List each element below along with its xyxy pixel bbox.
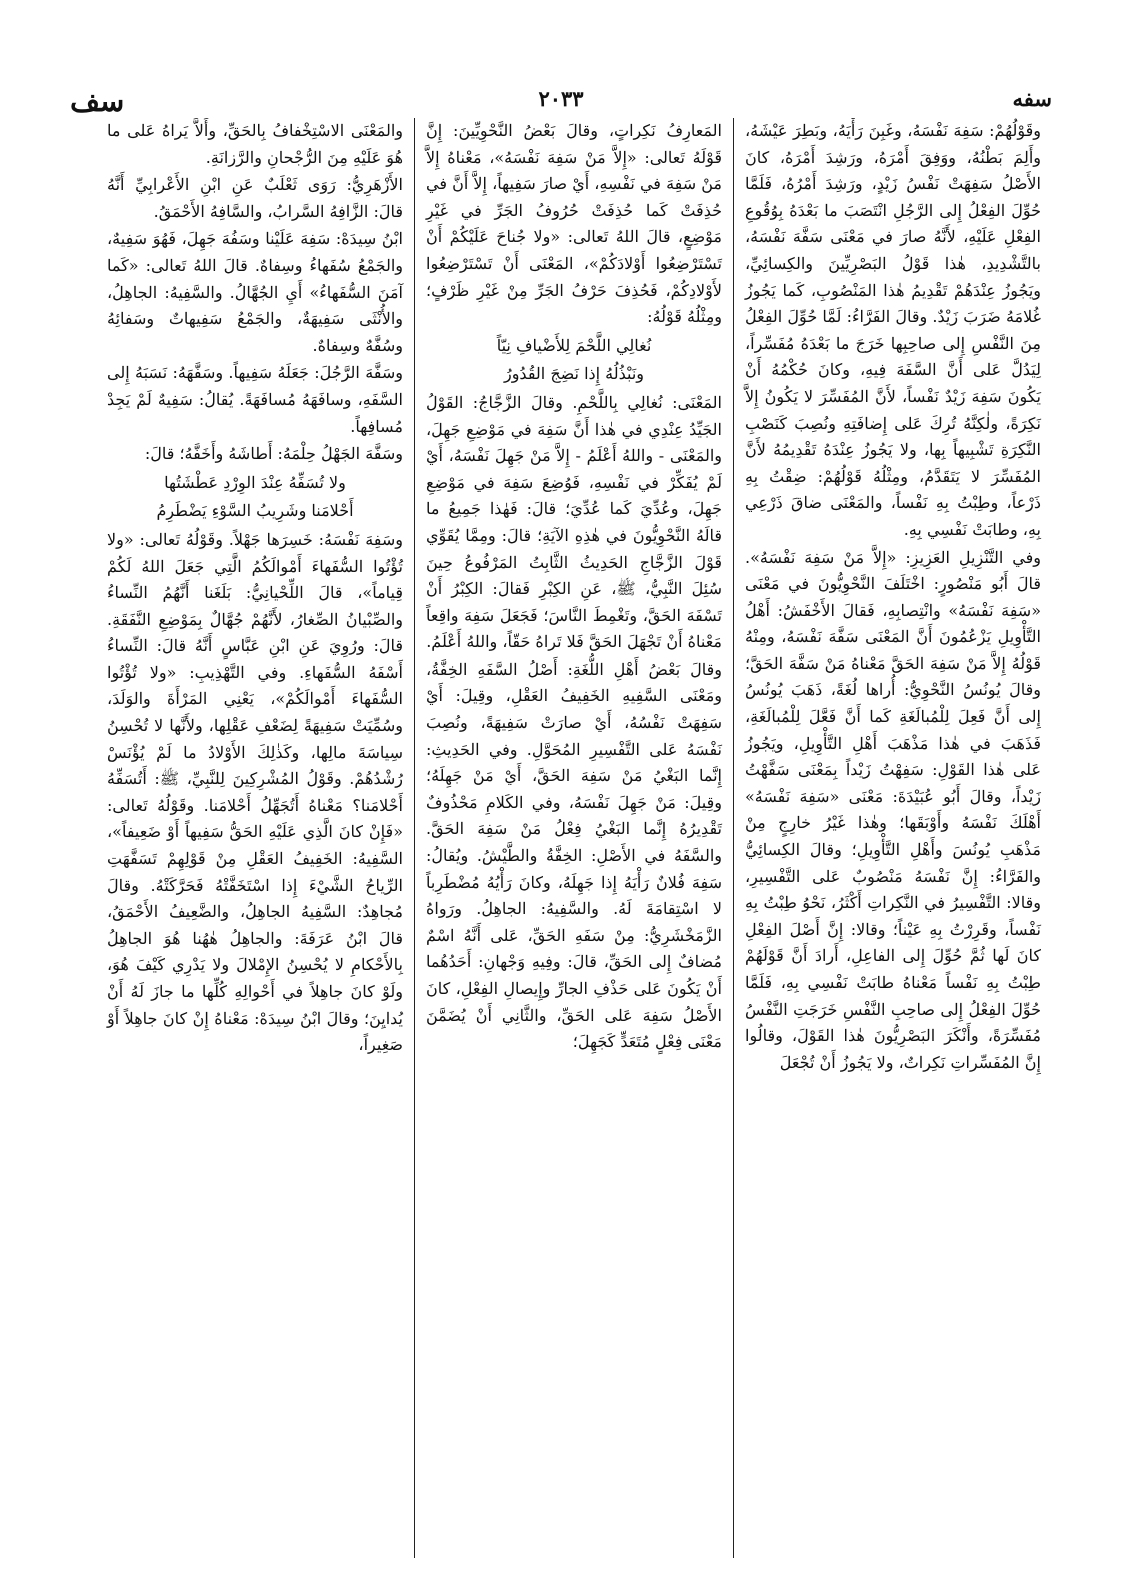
paragraph: والمَعْنَى الاسْتِخْفافُ بِالحَقِّ، وأَلاَّ يَراهُ عَلى ما هُوَ عَلَيْهِ مِنَ الرُّجْحانِ والرَّزانَةِ. [107,121,403,167]
paragraph: وسَفِهَ نَفْسَهُ: خَسِرَها جَهْلاً. وقَوْلُهُ تَعالى: «ولا تُؤْتُوا السُّفَهاءَ أَمْوالَكُمُ الَّتِي جَعَلَ اللهُ لَكُمْ قِياماً»، قالَ اللِّحْيانِيُّ: بَلَغَنا أَنَّهُمُ النِّساءُ والصِّبْيانُ الصِّغارُ، لأَنَّهُمْ جُهَّالٌ بِمَوْضِعِ النَّفَقَةِ. قالَ: ورُوِيَ عَنِ ابْنِ عَبَّاسٍ أَنَّهُ قالَ: النِّساءُ أَسْفَهُ السُّفَهاءِ. وفي التَّهْذِيبِ: «ولا تُؤْتُوا السُّفَهاءَ أَمْوالَكُمْ»، يَعْنِي المَرْأَةَ والوَلَدَ، وسُمِّيَتْ سَفِيهَةً لِضَعْفِ عَقْلِها، ولأَنَّها لا تُحْسِنُ سِياسَةَ مالِها، وكَذٰلِكَ الأَوْلادُ ما لَمْ يُؤْنَسْ رُشْدُهُمْ. وقَوْلُ المُشْرِكِينَ لِلنَّبِيِّ، ﷺ: أَتُسَفِّهُ أَحْلامَنا؟ مَعْناهُ أَتُجَهِّلُ أَحْلامَنا. وقَوْلُهُ تَعالى: «فَإِنْ كانَ الَّذِي عَلَيْهِ الحَقُّ سَفِيهاً أَوْ ضَعِيفاً»، السَّفِيهُ: الخَفِيفُ العَقْلِ مِنْ قَوْلِهِمْ تَسَفَّهَتِ الرِّياحُ الشَّيْءَ إِذا اسْتَخَفَّتْهُ فَحَرَّكَتْهُ. وقالَ مُجاهِدٌ: السَّفِيهُ الجاهِلُ، والضَّعِيفُ الأَحْمَقُ، قالَ ابْنُ عَرَفَةَ: والجاهِلُ هٰهُنا هُوَ الجاهِلُ بِالأَحْكامِ لا يُحْسِنُ الإِمْلالَ ولا يَدْرِي كَيْفَ هُوَ، ولَوْ كانَ جاهِلاً في أَحْوالِهِ كُلِّها ما جازَ لَهُ أَنْ يُدايِنَ؛ وقالَ ابْنُ سِيدَهْ: مَعْناهُ إِنْ كانَ جاهِلاً أَوْ صَغِيراً، [107,529,403,1055]
paragraph: وقَوْلُهُمْ: سَفِهَ نَفْسَهُ، وغَبِنَ رَأْيَهُ، وبَطِرَ عَيْشَهُ، وأَلِمَ بَطْنُهُ، ووَفِقَ أَمْرَهُ، ورَشِدَ أَمْرَهُ، كانَ الأَصْلُ سَفِهَتْ نَفْسُ زَيْدٍ، ورَشِدَ أَمْرُهُ، فَلَمَّا حُوِّلَ الفِعْلُ إِلى الرَّجُلِ انْتَصَبَ ما بَعْدَهُ بِوُقُوعِ الفِعْلِ عَلَيْهِ، لأَنَّهُ صارَ في مَعْنَى سَفَّهَ نَفْسَهُ، بالتَّشْدِيدِ، هٰذا قَوْلُ البَصْرِيِّينَ والكِسائِيِّ، ويَجُوزُ عِنْدَهُمْ تَقْدِيمُ هٰذا المَنْصُوبِ، كَما يَجُوزُ غُلامَهُ ضَرَبَ زَيْدٌ. وقالَ الفَرَّاءُ: لَمَّا حُوِّلَ الفِعْلُ مِنَ النَّفْسِ إِلى صاحِبِها خَرَجَ ما بَعْدَهُ مُفَسِّراً، لِيَدُلَّ عَلى أَنَّ السَّفَهَ فِيهِ، وكانَ حُكْمُهُ أَنْ يَكُونَ سَفِهَ زَيْدٌ نَفْساً، لأَنَّ المُفَسِّرَ لا يَكُونُ إِلاَّ نَكِرَةً، ولٰكِنَّهُ تُرِكَ عَلى إِضافَتِهِ ونُصِبَ كَنَصْبِ النَّكِرَةِ تَشْبِيهاً بِها، ولا يَجُوزُ عِنْدَهُ تَقْدِيمُهُ لأَنَّ المُفَسِّرَ لا يَتَقَدَّمُ، ومِثْلُهُ قَوْلُهُمْ: ضِقْتُ بِهِ ذَرْعاً، وطِبْتُ بِهِ نَفْساً، والمَعْنَى ضاقَ ذَرْعِي بِهِ، وطابَتْ نَفْسِي بِهِ. [745,121,1041,539]
header-next-root: سف [70,84,125,118]
column-divider [733,118,734,1558]
paragraph: الأَزْهَرِيُّ: رَوَى ثَعْلَبٌ عَنِ ابْنِ الأَعْرابِيِّ أَنَّهُ قالَ: الزَّافِهُ السَّرابُ، والسَّافِهُ الأَحْمَقُ. [107,175,403,221]
paragraph: وسَفَّهَ الجَهْلُ حِلْمَهُ: أَطاشَهُ وأَخَفَّهُ؛ قالَ: [144,444,403,464]
paragraph: المَعارِفُ نَكِراتٍ، وقالَ بَعْضُ النَّحْوِيِّينَ: إِنَّ قَوْلَهُ تَعالى: «إِلاَّ مَنْ سَفِهَ نَفْسَهُ»، مَعْناهُ إِلاَّ مَنْ سَفِهَ في نَفْسِهِ، أَيْ صارَ سَفِيهاً، إِلاَّ أَنَّ في حُذِفَتْ كَما حُذِفَتْ حُرُوفُ الجَرِّ في غَيْرِ مَوْضِعٍ، قالَ اللهُ تَعالى: «ولا جُناحَ عَلَيْكُمْ أَنْ تَسْتَرْضِعُوا أَوْلادَكُمْ»، المَعْنَى أَنْ تَسْتَرْضِعُوا لأَوْلادِكُمْ، فَحُذِفَ حَرْفُ الجَرِّ مِنْ غَيْرِ ظَرْفٍ؛ ومِثْلُهُ قَوْلُهُ: [426,121,722,327]
paragraph: ابْنُ سِيدَهْ: سَفِهَ عَلَيْنا وسَفُهَ جَهِلَ، فَهُوَ سَفِيهٌ، والجَمْعُ سُفَهاءُ وسِفاهٌ. قالَ اللهُ تَعالى: «كَما آمَنَ السُّفَهاءُ» أَيِ الجُهَّالُ. والسَّفِيهُ: الجاهِلُ، والأُنْثَى سَفِيهَةٌ، والجَمْعُ سَفِيهاتٌ وسَفائِهُ وسُفَّهٌ وسِفاهٌ. [107,229,403,355]
column-left [98,118,412,1558]
page-number: ٢٠٣٣ [538,86,584,111]
verse-line: ونَبْذُلُهُ إِذا نَضِجَ القُدُورُ [503,364,645,384]
header-root-word: سفه [1012,86,1052,111]
verse-line: ولا تُسَفِّهُ عِنْدَ الوِرْدِ عَطْشَتُها [164,472,346,492]
column-divider [414,118,415,1558]
column-right [736,118,1050,1558]
three-column-body [74,118,1050,1558]
paragraph: وقالَ بَعْضُ أَهْلِ اللُّغَةِ: أَصْلُ السَّفَهِ الخِفَّةُ، ومَعْنَى السَّفِيهِ الخَفِيفُ العَقْلِ، وقِيلَ: أَيْ سَفِهَتْ نَفْسُهُ، أَيْ صارَتْ سَفِيهَةً، ونُصِبَ نَفْسَهُ عَلى التَّفْسِيرِ المُحَوَّلِ. وفي الحَدِيثِ: إِنَّما البَغْيُ مَنْ سَفِهَ الحَقَّ، أَيْ مَنْ جَهِلَهُ؛ وقِيلَ: مَنْ جَهِلَ نَفْسَهُ، وفي الكَلامِ مَحْذُوفٌ تَقْدِيرُهُ إِنَّما البَغْيُ فِعْلُ مَنْ سَفِهَ الحَقَّ. والسَّفَهُ في الأَصْلِ: الخِفَّةُ والطَّيْشُ. ويُقالُ: سَفِهَ فُلانٌ رَأْيَهُ إِذا جَهِلَهُ، وكانَ رَأْيُهُ مُضْطَرِباً لا اسْتِقامَةَ لَهُ. والسَّفِيهُ: الجاهِلُ. ورَواهُ الزَّمَخْشَرِيُّ: مِنْ سَفَهِ الحَقِّ، عَلى أَنَّهُ اسْمٌ مُضافٌ إِلى الحَقِّ، قالَ: وفِيهِ وَجْهانِ: أَحَدُهُما أَنْ يَكُونَ عَلى حَذْفِ الجارِّ وإِيصالِ الفِعْلِ، كانَ الأَصْلُ سَفِهَ عَلى الحَقِّ، والثَّانِي أَنْ يُضَمَّنَ مَعْنَى فِعْلٍ مُتَعَدٍّ كَجَهِلَ؛ [426,659,722,1052]
paragraph: المَعْنَى: نُغالِي بِاللَّحْمِ. وقالَ الزَّجَّاجُ: القَوْلُ الجَيِّدُ عِنْدِي في هٰذا أَنَّ سَفِهَ في مَوْضِعِ جَهِلَ، والمَعْنَى - واللهُ أَعْلَمُ - إِلاَّ مَنْ جَهِلَ نَفْسَهُ، أَيْ لَمْ يُفَكِّرْ في نَفْسِهِ، فَوُضِعَ سَفِهَ في مَوْضِعِ جَهِلَ، وعُدِّيَ كَما عُدِّيَ؛ قالَ: فَهٰذا جَمِيعُ ما قالَهُ النَّحْوِيُّونَ في هٰذِهِ الآيَةِ؛ قالَ: ومِمَّا يُقَوِّي قَوْلَ الزَّجَّاجِ الحَدِيثُ الثَّابِتُ المَرْفُوعُ حِينَ سُئِلَ النَّبِيُّ، ﷺ، عَنِ الكِبْرِ فَقالَ: الكِبْرُ أَنْ تَسْفَهَ الحَقَّ، وتَغْمِطَ النَّاسَ؛ فَجَعَلَ سَفِهَ واقِعاً مَعْناهُ أَنْ تَجْهَلَ الحَقَّ فَلا تَراهُ حَقّاً، واللهُ أَعْلَمُ. [426,392,722,652]
paragraph: وفي التَّنْزِيلِ العَزِيزِ: «إِلاَّ مَنْ سَفِهَ نَفْسَهُ». قالَ أَبُو مَنْصُورٍ: اخْتَلَفَ النَّحْوِيُّونَ في مَعْنَى «سَفِهَ نَفْسَهُ» وانْتِصابِهِ، فَقالَ الأَخْفَشُ: أَهْلُ التَّأْوِيلِ يَزْعُمُونَ أَنَّ المَعْنَى سَفَّهَ نَفْسَهُ، ومِنْهُ قَوْلُهُ إِلاَّ مَنْ سَفِهَ الحَقَّ مَعْناهُ مَنْ سَفَّهَ الحَقَّ؛ وقالَ يُونُسُ النَّحْوِيُّ: أُراها لُغَةً، ذَهَبَ يُونُسُ إِلى أَنَّ فَعِلَ لِلْمُبالَغَةِ كَما أَنَّ فَعَّلَ لِلْمُبالَغَةِ، فَذَهَبَ في هٰذا مَذْهَبَ أَهْلِ التَّأْوِيلِ، ويَجُوزُ عَلى هٰذا القَوْلِ: سَفِهْتُ زَيْداً بِمَعْنَى سَفَّهْتُ زَيْداً، وقالَ أَبُو عُبَيْدَةَ: مَعْنَى «سَفِهَ نَفْسَهُ» أَهْلَكَ نَفْسَهُ وأَوْبَقَها؛ وهٰذا غَيْرُ خارِجٍ مِنْ مَذْهَبِ يُونُسَ وأَهْلِ التَّأْوِيلِ؛ وقالَ الكِسائِيُّ والفَرَّاءُ: إِنَّ نَفْسَهُ مَنْصُوبٌ عَلى التَّفْسِيرِ، وقالا: التَّفْسِيرُ في النَّكِراتِ أَكْثَرُ، نَحْوُ طِبْتُ بِهِ نَفْساً، وقَرِرْتُ بِهِ عَيْناً؛ وقالا: إِنَّ أَصْلَ الفِعْلِ كانَ لَها ثُمَّ حُوِّلَ إِلى الفاعِلِ، أَرادَ أَنَّ قَوْلَهُمْ طِبْتُ بِهِ نَفْساً مَعْناهُ طابَتْ نَفْسِي بِهِ، فَلَمَّا حُوِّلَ الفِعْلُ إِلى صاحِبِ النَّفْسِ خَرَجَتِ النَّفْسُ مُفَسِّرَةً، وأَنْكَرَ البَصْرِيُّونَ هٰذا القَوْلَ، وقالُوا إِنَّ المُفَسِّراتِ نَكِراتٌ، ولا يَجُوزُ أَنْ تُجْعَلَ [745,547,1041,1072]
verse-line: نُغالِي اللَّحْمَ لِلأَضْيافِ نِيّاً [496,335,652,355]
column-middle [417,118,731,1558]
paragraph: وسَفَّهَ الرَّجُلَ: جَعَلَهُ سَفِيهاً. وسَفَّهَهُ: نَسَبَهُ إِلى السَّفَهِ، وسافَهَهُ مُسافَهَةً. يُقالُ: سَفِيهٌ لَمْ يَجِدْ مُسافِهاً. [107,363,403,436]
verse-line: أَحْلامَنا وشَرِيبُ السَّوْءِ يَضْطَرِمُ [156,501,354,521]
